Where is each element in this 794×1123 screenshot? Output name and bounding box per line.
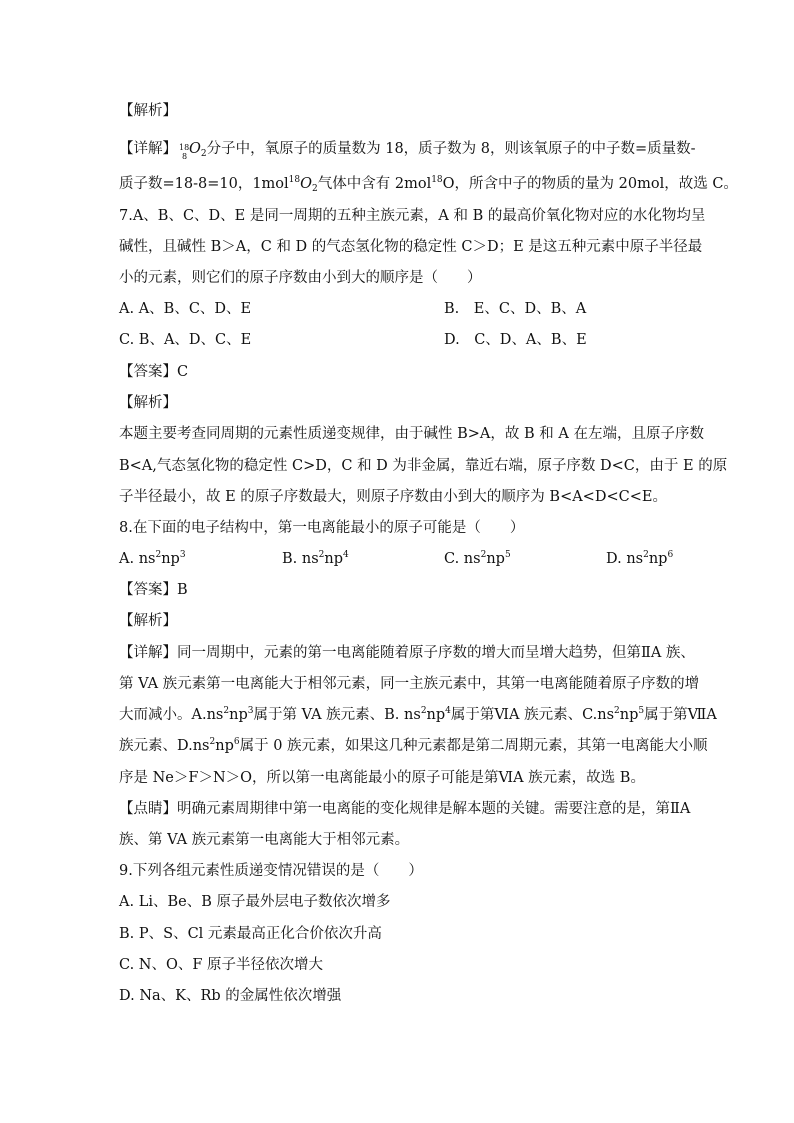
q9-option-d: D. Na、K、Rb 的金属性依次增强: [119, 988, 342, 1004]
q8-detail-line-4: 族元素、$D.ns^2np^6$属于 0 族元素，如果这几种元素都是第二周期元素，其第一电离能大小顺: [119, 737, 708, 754]
q7-option-d: D. C、D、A、B、E: [444, 332, 587, 348]
q7-option-b: B. E、C、D、B、A: [444, 301, 587, 317]
q8-point-line-1: 【点睛】明确元素周期律中第一电离能的变化规律是解本题的关键。需要注意的是，第ⅡA: [119, 801, 691, 817]
q7-analysis-line-2: B<A,气态氢化物的稳定性 C>D，C 和 D 为非金属，靠近右端，原子序数 D<C，由于 E 的原: [119, 458, 728, 474]
isotope-notation: 18 8: [179, 143, 190, 161]
analysis-label: 【解析】: [119, 103, 177, 119]
detail-label: 【详解】: [119, 141, 177, 157]
q8-detail-line-3: 大而减小。$A.ns^2np^3$属于第 VA 族元素、B. $ns^2np^4$属于第ⅥA 族元素、$C.ns^2np^5$属于第ⅦA: [119, 706, 717, 723]
q8-option-c: C. $ns^2np^5$: [444, 550, 511, 567]
q9-option-a: A. Li、Be、B 原子最外层电子数依次增多: [119, 894, 391, 910]
q6-detail-line-2: 质子数=18-8=10，$1mol^{18}O_2$气体中含有 2mol$^{18}$O，所含中子的物质的量为 20mol，故选 C。: [119, 175, 738, 194]
q7-stem-line-3: 小的元素，则它们的原子序数由小到大的顺序是（ ）: [119, 270, 482, 286]
q9-option-c: C. N、O、F 原子半径依次增大: [119, 957, 324, 973]
q8-option-a: A. $ns^2np^3$: [119, 550, 186, 567]
q8-answer: 【答案】B: [119, 582, 188, 598]
q7-stem-line-2: 碱性，且碱性 B＞A，C 和 D 的气态氢化物的稳定性 C＞D；E 是这五种元素中原子半径最: [119, 239, 703, 255]
q7-analysis-label: 【解析】: [119, 395, 177, 411]
q7-option-c: C. B、A、D、C、E: [119, 332, 252, 348]
q8-option-d: D. $ns^2np^6$: [606, 550, 674, 567]
q7-stem-line-1: 7.A、B、C、D、E 是同一周期的五种主族元素，A 和 B 的最高价氧化物对应的水化物均呈: [119, 208, 706, 224]
q8-detail-line-5: 序是 Ne＞F＞N＞O，所以第一电离能最小的原子可能是第ⅥA 族元素，故选 B。: [119, 770, 645, 786]
q6-detail-line-1: 【详解】 18 8 $O_2$分子中，氧原子的质量数为 18，质子数为 8，则该氧原子的中子数=质量数-: [119, 141, 696, 161]
q9-option-b: B. P、S、Cl 元素最高正化合价依次升高: [119, 926, 382, 942]
q8-stem: 8.在下面的电子结构中，第一电离能最小的原子可能是（ ）: [119, 520, 525, 536]
q7-answer: 【答案】C: [119, 364, 189, 380]
q8-detail-line-2: 第 VA 族元素第一电离能大于相邻元素，同一主族元素中，其第一电离能随着原子序数的增: [119, 676, 700, 692]
q7-analysis-line-1: 本题主要考查同周期的元素性质递变规律，由于碱性 B>A，故 B 和 A 在左端，且原子序数: [119, 426, 704, 442]
q8-point-line-2: 族、第 VA 族元素第一电离能大于相邻元素。: [119, 832, 410, 848]
q7-analysis-line-3: 子半径最小，故 E 的原子序数最大，则原子序数由小到大的顺序为 B<A<D<C<E。: [119, 489, 667, 505]
q7-option-a: A. A、B、C、D、E: [119, 301, 252, 317]
q9-stem: 9.下列各组元素性质递变情况错误的是（ ）: [119, 863, 423, 879]
q8-detail-line-1: 【详解】同一周期中，元素的第一电离能随着原子序数的增大而呈增大趋势，但第ⅡA 族、: [119, 645, 695, 661]
q8-analysis-label: 【解析】: [119, 613, 177, 629]
q8-option-b: B. $ns^2np^4$: [282, 550, 349, 567]
